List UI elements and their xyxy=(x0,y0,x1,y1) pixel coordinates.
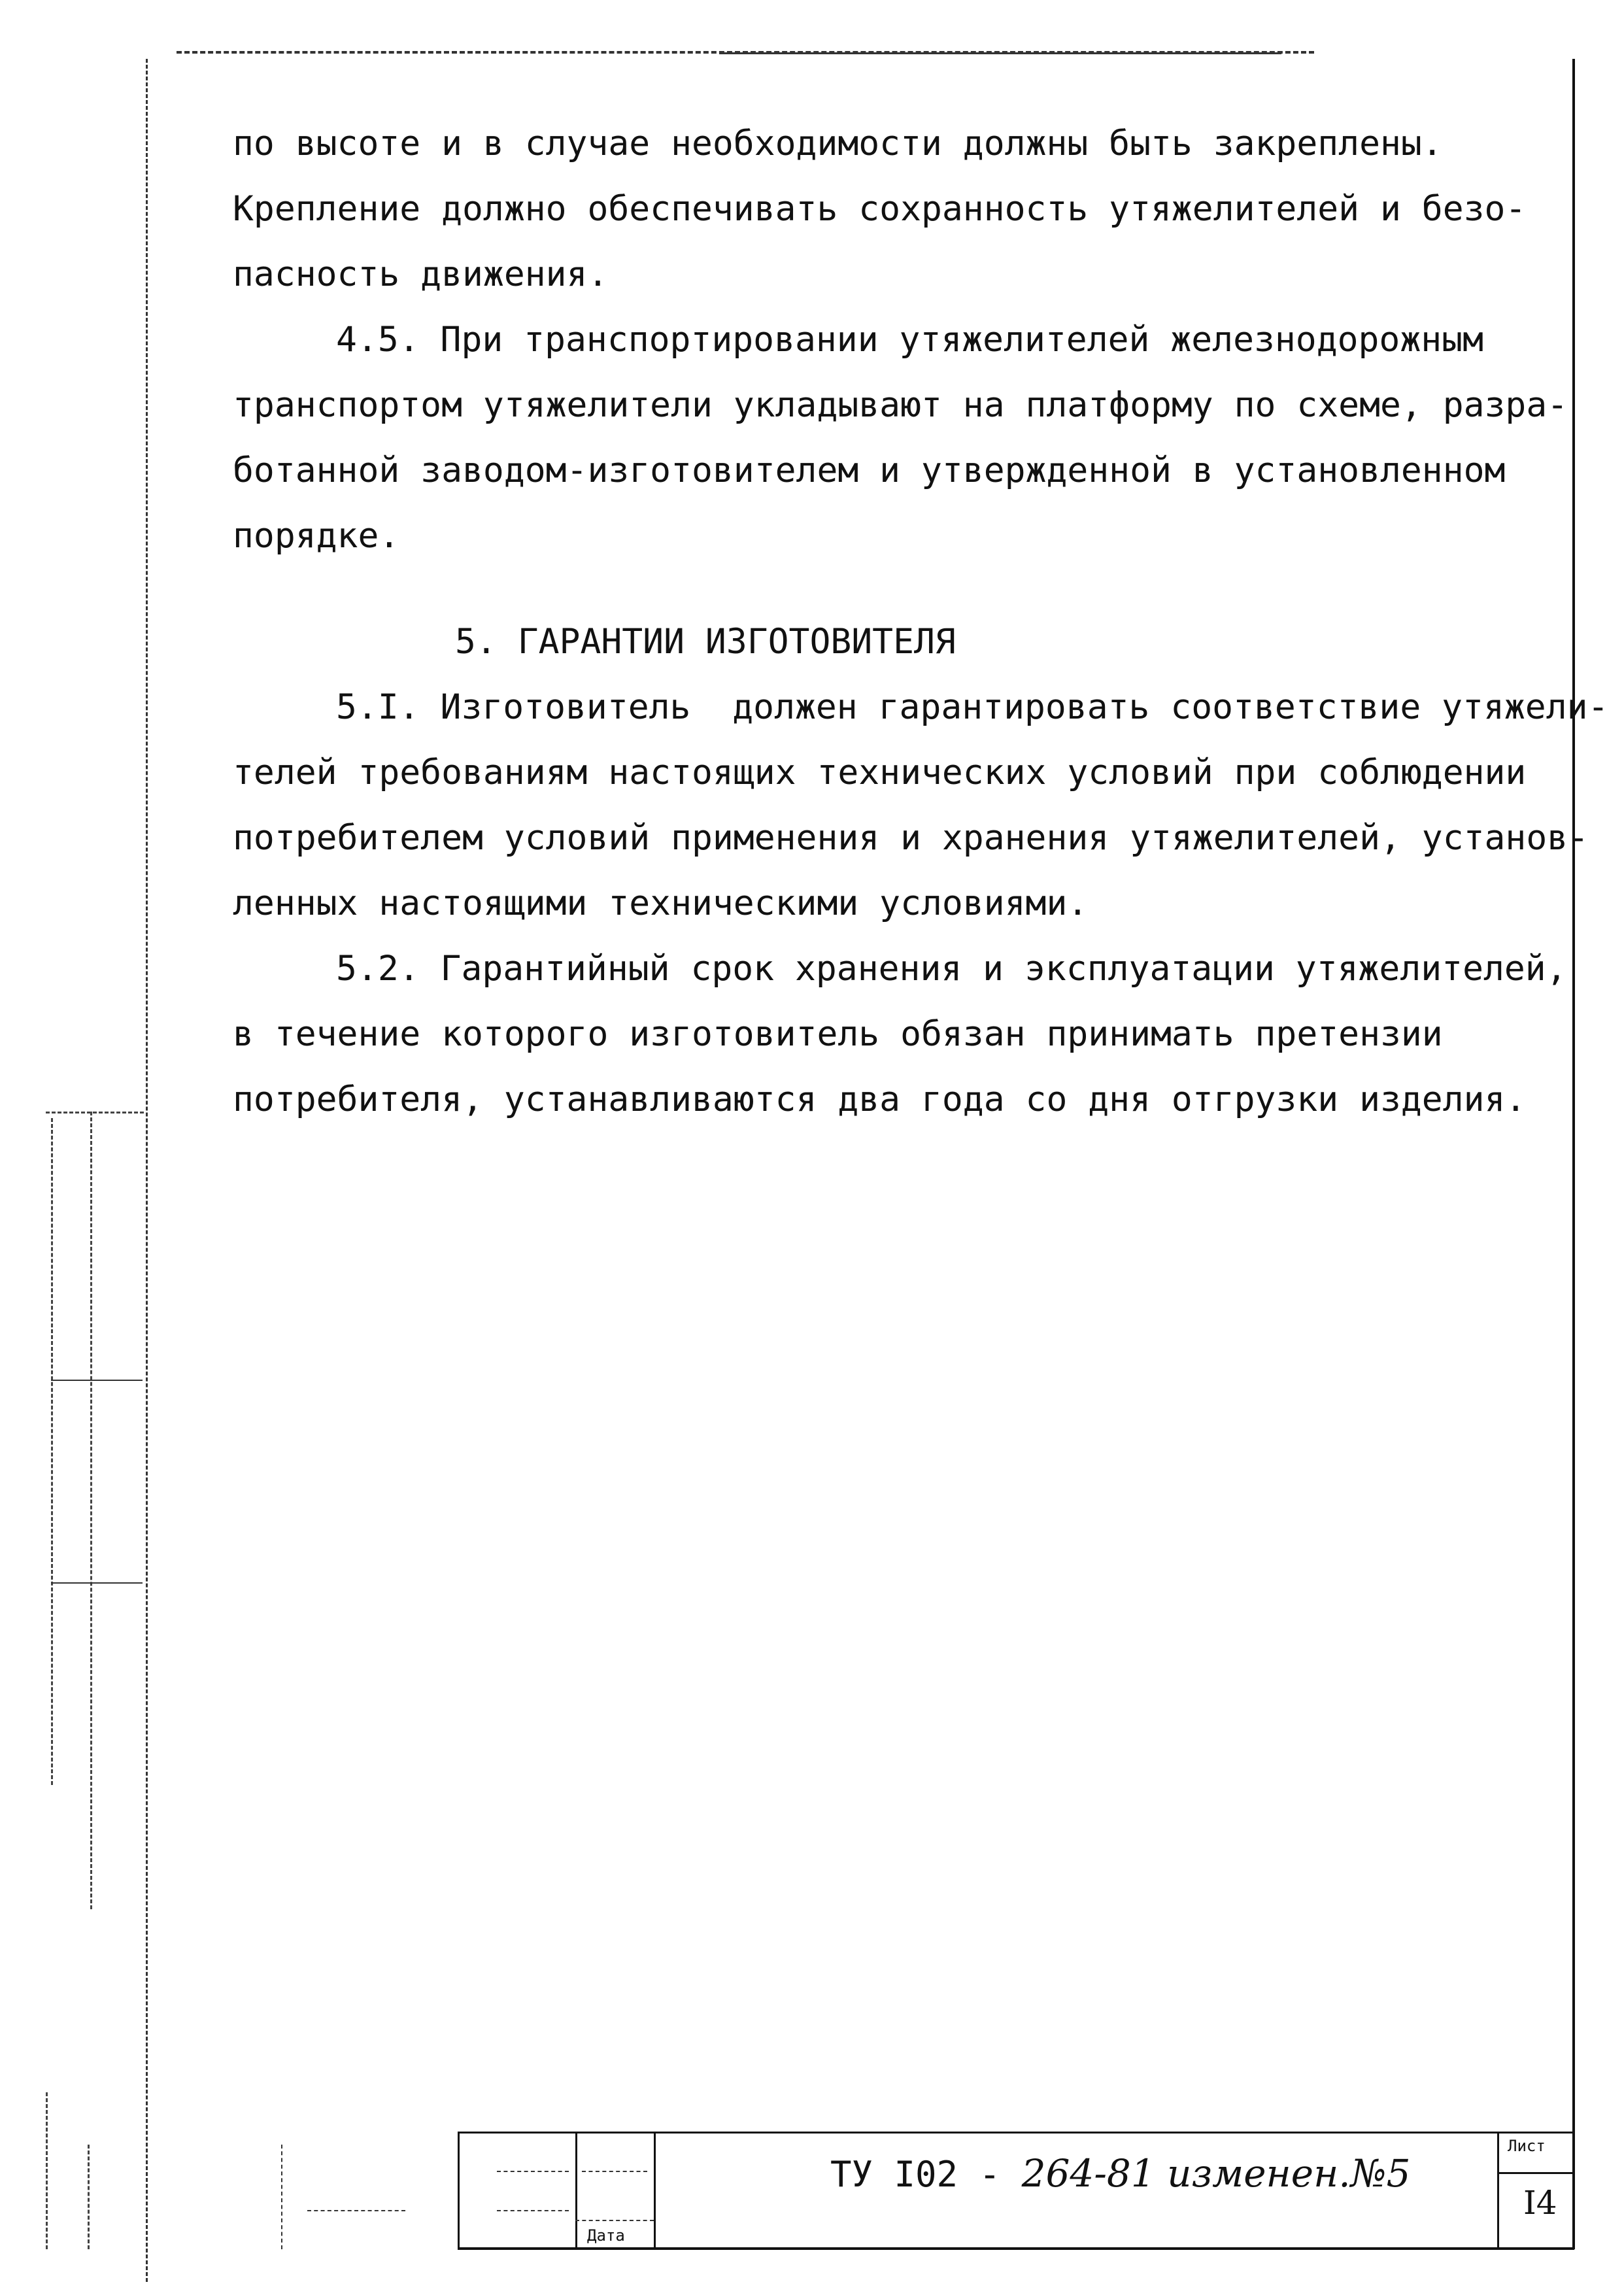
frame-left-border xyxy=(146,59,148,2282)
sheet-label: Лист xyxy=(1508,2137,1546,2155)
title-block-row-line xyxy=(497,2210,569,2211)
binding-stamp-bottom-line xyxy=(88,2145,90,2249)
frame-bottom-border xyxy=(458,2247,1574,2250)
section-heading: 5. ГАРАНТИИ ИЗГОТОВИТЕЛЯ xyxy=(455,622,956,662)
document-code-typed: ТУ I02 - xyxy=(830,2154,1001,2195)
title-block-row-line xyxy=(307,2210,405,2211)
title-block-row-line xyxy=(582,2171,647,2172)
title-block-row-line xyxy=(497,2171,569,2172)
paragraph-5-1: 5.I. Изготовитель должен гарантировать соответствие утяжели- телей требованиям настоящих технических условий при соблюдении потребителем условий применения и хранения утяжелителей, установ- ленных настоящими техническими условиями. xyxy=(233,687,1609,923)
frame-top-line xyxy=(719,52,1281,54)
title-block-cell-line xyxy=(458,2132,460,2249)
binding-stamp-top-line xyxy=(46,1112,144,1114)
paragraph-5-2: 5.2. Гарантийный срок хранения и эксплуатации утяжелителей, в течение которого изготовитель обязан принимать претензии потребителя, устанавливаются два года со дня отгрузки изделия. xyxy=(233,949,1567,1119)
title-block-cell-line xyxy=(281,2145,282,2249)
document-body xyxy=(233,111,1609,1132)
binding-stamp-bottom-line xyxy=(46,2092,48,2249)
document-code xyxy=(830,2151,1411,2196)
binding-stamp-middle-line xyxy=(90,1112,92,1909)
title-block-row-line xyxy=(575,2220,654,2221)
binding-stamp-left-line xyxy=(51,1118,53,1785)
paragraph: по высоте и в случае необходимости должны быть закреплены. Крепление должно обеспечивать сохранность утяжелителей и безо- пасность движения. xyxy=(233,124,1527,294)
date-label: Дата xyxy=(587,2226,625,2245)
sheet-box-divider xyxy=(1497,2172,1574,2174)
sheet-number: I4 xyxy=(1523,2184,1557,2222)
title-block-top-line xyxy=(458,2132,1574,2134)
binding-stamp-divider xyxy=(51,1582,143,1584)
document-code-handwritten: 264-81 изменен.№5 xyxy=(1021,2151,1411,2196)
title-block-cell-line xyxy=(575,2132,577,2249)
paragraph-4-5: 4.5. При транспортировании утяжелителей железнодорожным транспортом утяжелители укладывают на платформу по схеме, разра- ботанной заводом-изготовителем и утвержденной в установленном порядке. xyxy=(233,320,1568,556)
binding-stamp-divider xyxy=(51,1380,143,1381)
title-block-cell-line xyxy=(654,2132,656,2249)
